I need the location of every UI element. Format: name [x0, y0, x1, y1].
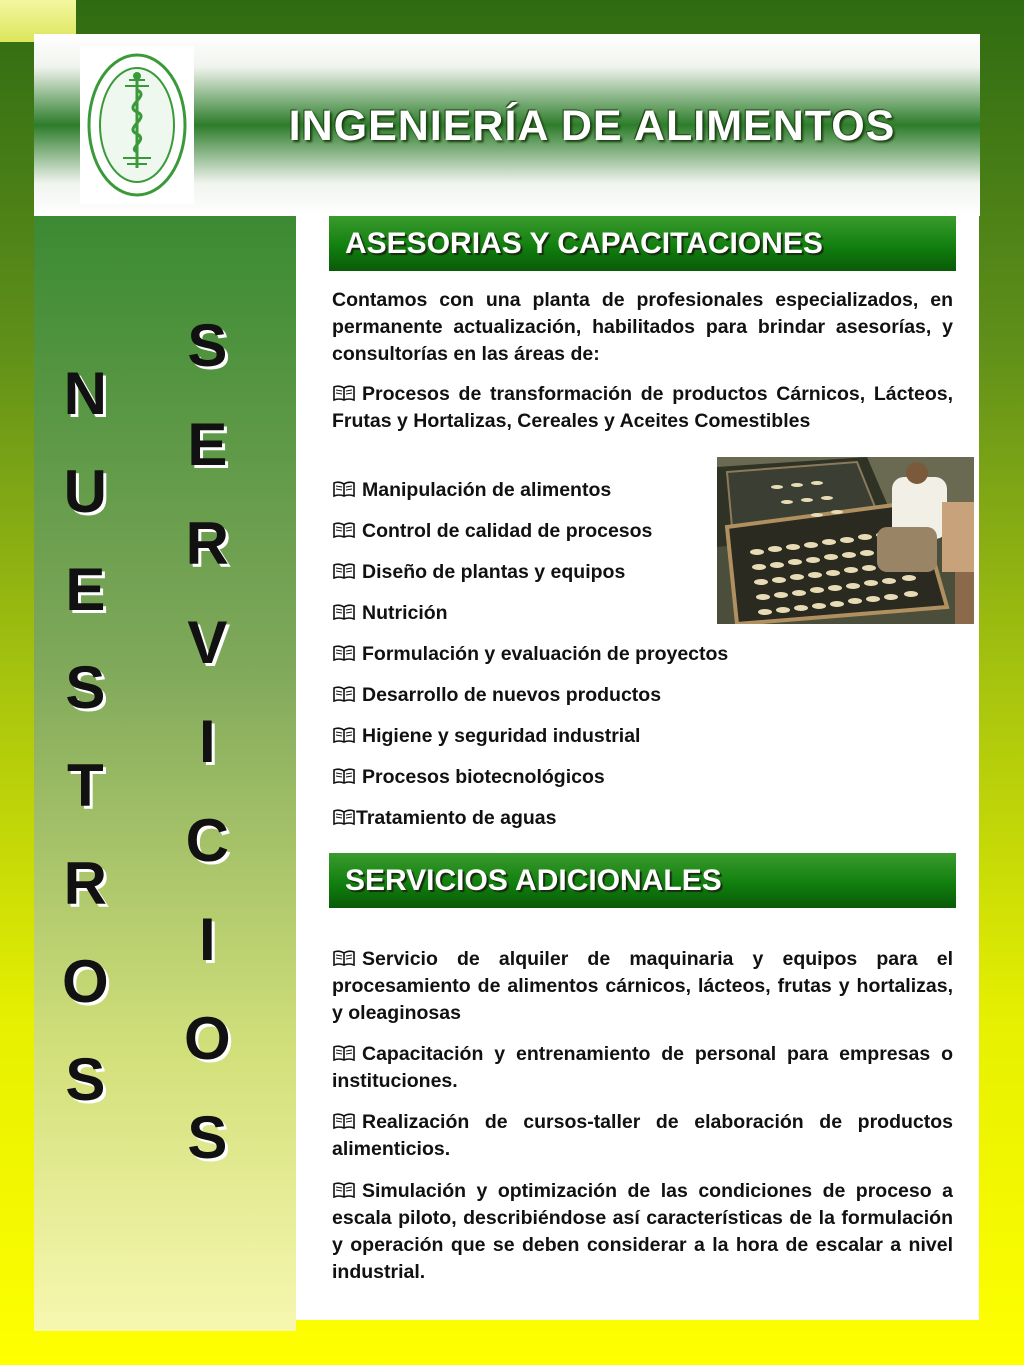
open-book-icon [332, 644, 356, 662]
asesorias-item-2 [332, 477, 712, 504]
page-header [34, 34, 980, 216]
list-item [332, 682, 953, 709]
list-item-text: Higiene y seguridad industrial [362, 725, 641, 747]
servicios-item-4 [332, 1178, 953, 1286]
open-book-icon [332, 480, 356, 498]
servicios-item-1 [332, 946, 953, 1027]
vertical-letter: O [62, 948, 109, 1015]
vertical-word-nuestros [62, 360, 109, 1148]
vertical-letter: R [185, 510, 229, 577]
asesorias-item-8 [332, 723, 953, 750]
page-title: INGENIERÍA DE ALIMENTOS [288, 102, 896, 150]
open-book-icon [332, 767, 356, 785]
asesorias-item-9 [332, 764, 953, 791]
vertical-letter: N [63, 360, 107, 427]
list-item [332, 477, 712, 504]
list-item-text: Formulación y evaluación de proyectos [362, 643, 729, 665]
list-item [332, 518, 712, 545]
vertical-letter: C [185, 807, 229, 874]
vertical-word-servicios [184, 312, 231, 1207]
open-book-icon [332, 808, 356, 826]
asesorias-item-6 [332, 641, 953, 668]
list-item [332, 1109, 953, 1163]
vertical-letter: U [63, 458, 107, 525]
open-book-icon [332, 603, 356, 621]
asesorias-item-5 [332, 600, 712, 627]
vertical-letter: S [187, 312, 228, 379]
list-item [332, 1041, 953, 1095]
list-item [332, 805, 953, 832]
asesorias-item-1 [332, 381, 953, 435]
vertical-letter: V [187, 609, 228, 676]
list-item [332, 1178, 953, 1286]
list-item-text: Nutrición [362, 602, 448, 624]
list-item-text: Diseño de plantas y equipos [362, 561, 626, 583]
university-seal-logo [80, 46, 194, 204]
list-item-text: Procesos biotecnológicos [362, 766, 605, 788]
open-book-icon [332, 521, 356, 539]
list-item-text: Control de calidad de procesos [362, 520, 653, 542]
open-book-icon [332, 1181, 356, 1199]
asesorias-intro [332, 287, 953, 368]
vertical-letter: I [199, 708, 216, 775]
open-book-icon [332, 1044, 356, 1062]
vertical-letter: S [65, 654, 106, 721]
vertical-letter: O [184, 1005, 231, 1072]
open-book-icon [332, 384, 356, 402]
list-item [332, 559, 712, 586]
open-book-icon [332, 685, 356, 703]
section-header-asesorias: ASESORIAS Y CAPACITACIONES [329, 216, 956, 271]
vertical-letter: I [199, 906, 216, 973]
open-book-icon [332, 562, 356, 580]
list-item-text: Procesos de transformación de productos Cárnicos, Lácteos, Frutas y Hortalizas, Cereales y Aceites Comestibles [332, 383, 953, 432]
vertical-letter: E [187, 411, 228, 478]
list-item [332, 764, 953, 791]
list-item-text: Capacitación y entrenamiento de personal para empresas o instituciones. [332, 1043, 953, 1092]
list-item-text: Servicio de alquiler de maquinaria y equipos para el procesamiento de alimentos cárnicos, lácteos, frutas y hortalizas, y oleaginosas [332, 948, 953, 1024]
servicios-item-2 [332, 1041, 953, 1095]
intro-paragraph: Contamos con una planta de profesionales especializados, en permanente actualización, habilitados para brindar asesorías, y consultorías en las áreas de: [332, 289, 953, 365]
list-item-text: Tratamiento de aguas [356, 807, 557, 829]
section-header-servicios-adicionales: SERVICIOS ADICIONALES [329, 853, 956, 908]
asesorias-item-7 [332, 682, 953, 709]
servicios-item-3 [332, 1109, 953, 1163]
vertical-letter: S [187, 1104, 228, 1171]
vertical-letter: E [65, 556, 106, 623]
asesorias-item-4 [332, 559, 712, 586]
side-banner [34, 216, 296, 1331]
list-item-text: Desarrollo de nuevos productos [362, 684, 662, 706]
list-item [332, 600, 712, 627]
vertical-letter: S [65, 1046, 106, 1113]
asesorias-item-3 [332, 518, 712, 545]
open-book-icon [332, 726, 356, 744]
list-item [332, 381, 953, 435]
list-item-text: Simulación y optimización de las condiciones de proceso a escala piloto, describiéndose así características de la formulación y operación que se deben considerar a la hora de escalar a nivel industrial. [332, 1180, 953, 1283]
open-book-icon [332, 949, 356, 967]
list-item [332, 946, 953, 1027]
list-item [332, 641, 953, 668]
list-item [332, 723, 953, 750]
food-drying-photo [717, 457, 974, 624]
list-item-text: Realización de cursos-taller de elaboración de productos alimenticios. [332, 1111, 953, 1160]
vertical-letter: T [67, 752, 104, 819]
content-panel [296, 216, 979, 1320]
vertical-letter: R [63, 850, 107, 917]
asesorias-item-10 [332, 805, 953, 832]
list-item-text: Manipulación de alimentos [362, 479, 612, 501]
seal-icon [85, 50, 189, 200]
open-book-icon [332, 1112, 356, 1130]
